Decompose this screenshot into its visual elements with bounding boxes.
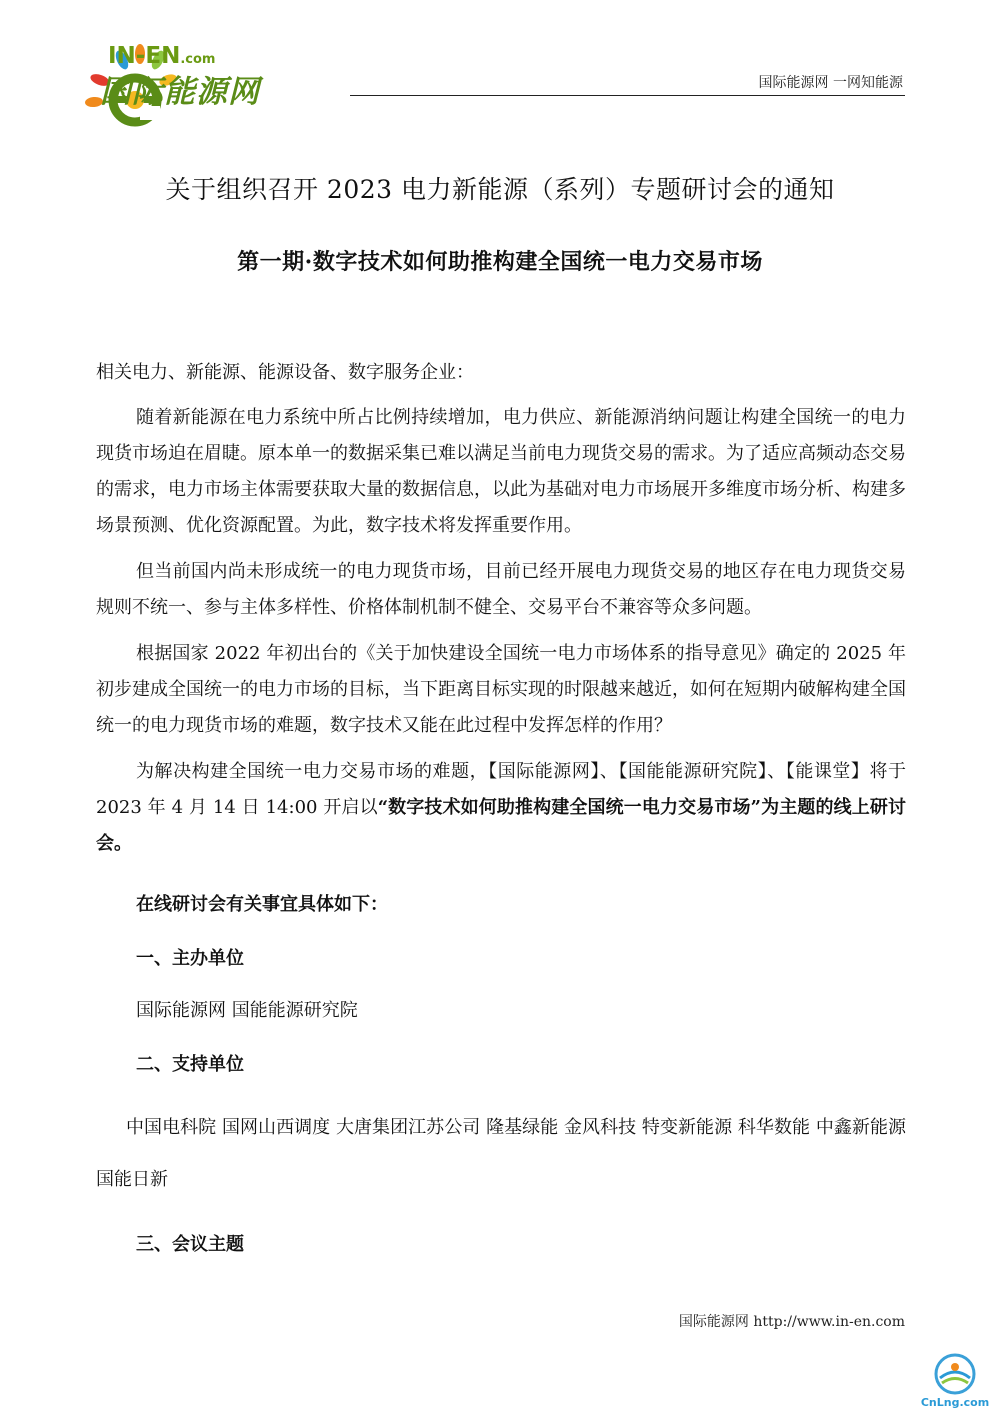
salutation: 相关电力、新能源、能源设备、数字服务企业：: [96, 362, 474, 383]
logo-text-cn: 国际能源网: [100, 74, 260, 110]
header-tagline: 国际能源网 一网知能源: [758, 75, 903, 91]
cnlng-watermark-logo-icon: [918, 1352, 992, 1410]
document-body: [96, 358, 906, 1260]
announcement-theme: “数字技术如何助推构建全国统一电力交易市场”为主题的线上研讨会。: [96, 797, 906, 854]
page-footer: 国际能源网 http://www.in-en.com: [678, 1314, 905, 1330]
watermark-text: CnLng.com: [920, 1396, 990, 1409]
paragraph-problems: 但当前国内尚未形成统一的电力现货市场，目前已经开展电力现货交易的地区存在电力现货交易规则不统一、参与主体多样性、价格体制机制不健全、交易平台不兼容等众多问题。: [96, 561, 906, 618]
header-divider: [350, 95, 905, 96]
theme-heading: 三、会议主题: [136, 1234, 244, 1255]
document-title: 关于组织召开 2023 电力新能源（系列）专题研讨会的通知: [165, 175, 835, 204]
details-lead: 在线研讨会有关事宜具体如下：: [136, 894, 388, 915]
logo-text-en: IN-EN.com: [108, 43, 216, 69]
organizer-list: 国际能源网 国能能源研究院: [136, 1000, 358, 1021]
supporter-list: 中国电科院 国网山西调度 大唐集团江苏公司 隆基绿能 金风科技 特变新能源 科华数能 中鑫新能源 国能日新: [96, 1117, 906, 1190]
document-subtitle: 第一期·数字技术如何助推构建全国统一电力交易市场: [237, 249, 763, 275]
paragraph-policy: 根据国家 2022 年初出台的《关于加快建设全国统一电力市场体系的指导意见》确定的 2025 年初步建成全国统一的电力市场的目标，当下距离目标实现的时限越来越近，如何在短期内破解构建全国统一的电力现货市场的难题，数字技术又能在此过程中发挥怎样的作用？: [96, 643, 906, 736]
paragraph-background: 随着新能源在电力系统中所占比例持续增加，电力供应、新能源消纳问题让构建全国统一的电力现货市场迫在眉睫。原本单一的数据采集已难以满足当前电力现货交易的需求。为了适应高频动态交易的需求，电力市场主体需要获取大量的数据信息，以此为基础对电力市场展开多维度市场分析、构建多场景预测、优化资源配置。为此，数字技术将发挥重要作用。: [96, 407, 906, 536]
supporter-heading: 二、支持单位: [136, 1054, 244, 1075]
paragraph-announcement: [96, 754, 906, 862]
organizer-heading: 一、主办单位: [136, 948, 244, 969]
announcement-text: 为解决构建全国统一电力交易市场的难题，【国际能源网】、【国能能源研究院】、【能课堂】将于 2023 年 4 月 14 日 14:00 开启以: [96, 761, 906, 818]
